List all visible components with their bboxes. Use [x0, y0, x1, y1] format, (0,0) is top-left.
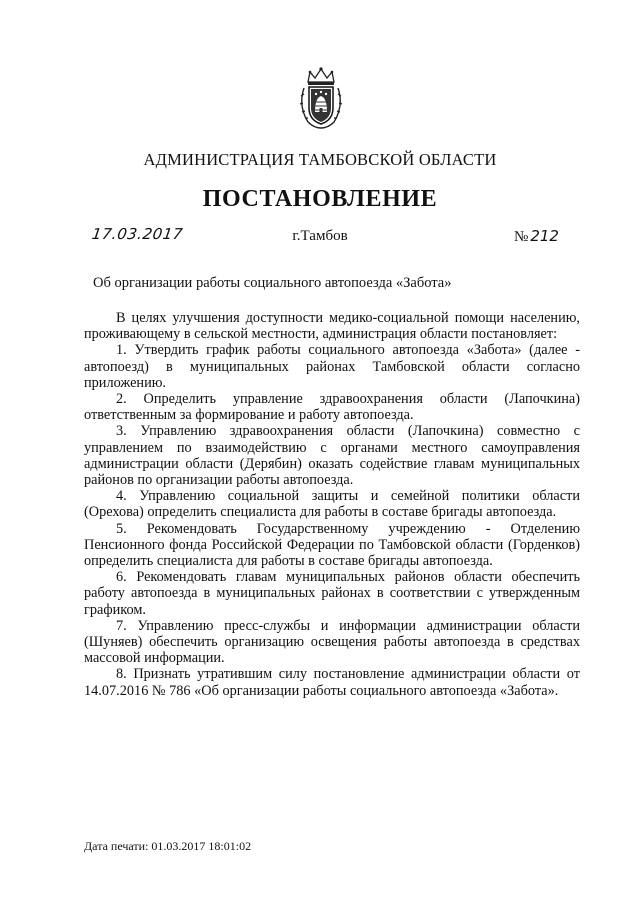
number-value: 212 [530, 227, 559, 245]
coat-of-arms-icon [296, 66, 346, 130]
print-date-footer: Дата печати: 01.03.2017 18:01:02 [84, 839, 252, 853]
document-number [514, 227, 559, 246]
clause-paragraph: 4. Управлению социальной защиты и семейной политики области (Орехова) определить специалиста для работы в составе бригады автопоезда. [84, 488, 580, 521]
document-body [84, 310, 580, 699]
document-city: г.Тамбов [292, 228, 348, 244]
document-subject: Об организации работы социального автопоезда «Забота» [93, 275, 452, 291]
clause-paragraph: 2. Определить управление здравоохранения области (Лапочкина) ответственным за формирование и работу автопоезда. [84, 391, 580, 424]
clause-paragraph: 5. Рекомендовать Государственному учреждению - Отделению Пенсионного фонда Российской Федерации по Тамбовской области (Горденков) определить специалиста для работы в составе бригады автопоезда. [84, 520, 580, 570]
document-type-title: ПОСТАНОВЛЕНИЕ [202, 186, 438, 212]
preamble-paragraph: В целях улучшения доступности медико-социальной помощи населению, проживающему в сельской местности, администрация области постановляет: [84, 310, 580, 343]
clause-paragraph: 3. Управлению здравоохранения области (Лапочкина) совместно с управлением по взаимодействию с органами местного самоуправления администрации области (Дерябин) оказать содействие главам муниципальных районов по организации работы автопоезда. [84, 423, 580, 489]
clause-paragraph: 1. Утвердить график работы социального автопоезда «Забота» (далее - автопоезд) в муниципальных районах Тамбовской области согласно приложению. [84, 342, 580, 391]
clause-paragraph: 8. Признать утратившим силу постановление администрации области от 14.07.2016 № 786 «Об организации работы социального автопоезда «Забота». [84, 666, 580, 699]
number-prefix: № [514, 229, 529, 245]
clause-paragraph: 6. Рекомендовать главам муниципальных районов области обеспечить работу автопоезда в муниципальных районах в соответствии с утвержденным графиком. [84, 569, 580, 618]
document-date: 17.03.2017 [90, 225, 185, 243]
clause-paragraph: 7. Управлению пресс-службы и информации администрации области (Шуняев) обеспечить организацию освещения работы автопоезда в средствах массовой информации. [84, 617, 580, 667]
organization-name: АДМИНИСТРАЦИЯ ТАМБОВСКОЙ ОБЛАСТИ [143, 150, 497, 169]
